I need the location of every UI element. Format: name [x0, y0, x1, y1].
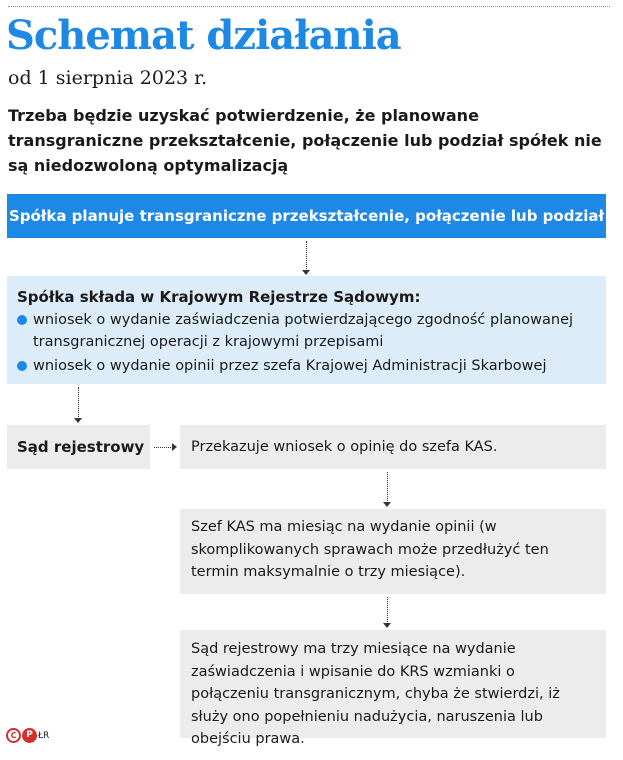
step-forward-box: [180, 425, 606, 469]
list-item-text: wniosek o wydanie zaświadczenia potwierdzającego zgodność planowanej transgranicznej operacji z krajowymi przepisami: [33, 312, 574, 350]
step-decision-box: [180, 630, 606, 747]
list-item: [17, 309, 596, 353]
arrow-down-icon: [383, 623, 391, 628]
arrow-down-icon: [383, 502, 391, 507]
logo-p-icon: P: [22, 728, 37, 743]
krs-request-list: [17, 309, 596, 377]
arrow-down-icon: [74, 418, 82, 423]
connector-krs-court: [78, 387, 79, 419]
step-decision-text: Sąd rejestrowy ma trzy miesiące na wydanie zaświadczenia i wpisanie do KRS wzmianki o połączeniu transgranicznym, chyba że stwierdzi, iż służy ono popełnieniu nadużycia, naruszenia lub obejściu prawa.: [191, 641, 560, 747]
connector-court-forward: [154, 447, 173, 448]
arrow-right-icon: [172, 443, 177, 451]
step-plan-text: Spółka planuje transgraniczne przekształcenie, połączenie lub podział: [8, 207, 605, 225]
bullet-icon: [17, 315, 27, 325]
logo-c-icon: C: [6, 728, 21, 743]
publisher-logo: [6, 728, 37, 743]
intro-text: Trzeba będzie uzyskać potwierdzenie, że planowane transgraniczne przekształcenie, połączenie lub podział spółek nie są niedozwoloną optymalizacją: [8, 106, 602, 175]
top-divider: [8, 6, 610, 7]
connector-plan-krs: [306, 241, 307, 271]
connector-kas-decision: [387, 597, 388, 624]
step-forward-text: Przekazuje wniosek o opinię do szefa KAS.: [191, 438, 498, 455]
step-krs-box: [7, 276, 606, 384]
step-plan-box: [7, 194, 606, 238]
step-krs-heading: Spółka składa w Krajowym Rejestrze Sądowym:: [17, 288, 421, 306]
arrow-down-icon: [302, 270, 310, 275]
step-kas-box: [180, 509, 606, 594]
connector-forward-kas: [387, 472, 388, 503]
step-kas-text: Szef KAS ma miesiąc na wydanie opinii (w skomplikowanych sprawach może przedłużyć ten termin maksymalnie o trzy miesiące).: [191, 519, 549, 580]
list-item-text: wniosek o wydanie opinii przez szefa Krajowej Administracji Skarbowej: [33, 358, 547, 374]
list-item: [17, 355, 596, 377]
court-label: Sąd rejestrowy: [17, 438, 145, 456]
court-label-box: [7, 425, 150, 469]
author-initials: ŁR: [38, 731, 50, 741]
bullet-icon: [17, 361, 27, 371]
page-subtitle: od 1 sierpnia 2023 r.: [8, 67, 208, 89]
page-title: Schemat działania: [6, 12, 401, 59]
